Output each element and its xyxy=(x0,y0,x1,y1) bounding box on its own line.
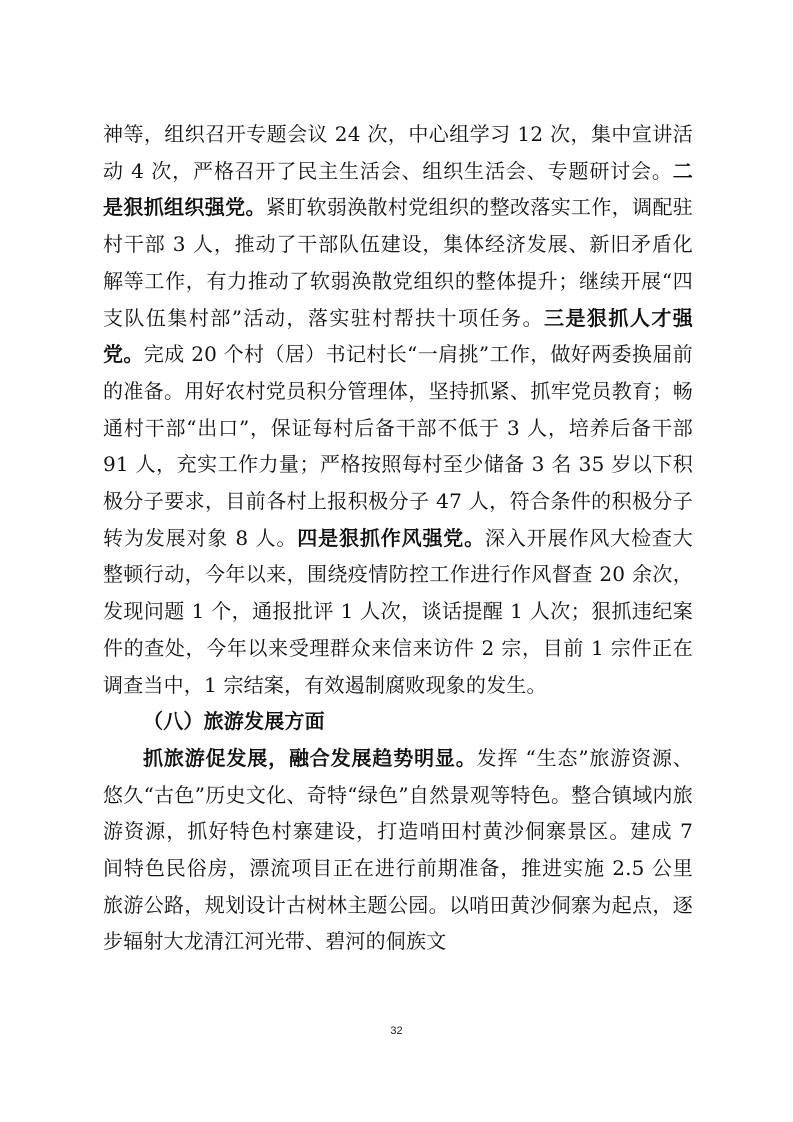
bold-heading-tourism: 抓旅游促发展，融合发展趋势明显。 xyxy=(143,745,477,770)
text-run: 深入开展作风大检查大整顿行动，今年以来，围绕疫情防控工作进行作风督查 20 余次，发现问题 1 个，通报批评 1 人次，谈话提醒 1 人次；狠抓违纪案件的查处，今年以来受理群众来信来访件 2 宗，目前 1 宗件正在调查当中，1 宗结案，有效遏制腐败现象的发生。 xyxy=(103,525,693,697)
text-run: 紧盯软弱涣散村党组织的整改落实工作，调配驻村干部 3 人，推动了干部队伍建设，集体经济发展、新旧矛盾化解等工作，有力推动了软弱涣散党组织的整体提升；继续开展“四支队伍集村部”活动，落实驻村帮扶十项任务。 xyxy=(103,195,693,330)
paragraph-party-building xyxy=(103,116,693,703)
body-text xyxy=(103,116,693,960)
text-run: 完成 20 个村（居）书记村长“一肩挑”工作，做好两委换届前的准备。用好农村党员积分管理体，坚持抓紧、抓牢党员教育；畅通村干部“出口”，保证每村后备干部不低于 3 人，培养后备干部 91 人，充实工作力量；严格按照每村至少储备 3 名 35 岁以下积极分子要求，目前各村上报积极分子 47 人，符合条件的积极分子转为发展对象 8 人。 xyxy=(103,342,693,550)
bold-heading-organization: 二是狠抓组织强党。 xyxy=(103,158,693,220)
bold-heading-talent: 三是狠抓人才强党。 xyxy=(103,305,693,367)
bold-heading-work-style: 四是狠抓作风强党。 xyxy=(297,525,486,550)
section-heading-tourism: （八）旅游发展方面 xyxy=(143,709,325,734)
text-run: 发挥 “生态”旅游资源、悠久“古色”历史文化、奇特“绿色”自然景观等特色。整合镇域内旅游资源，抓好特色村寨建设，打造哨田村黄沙侗寨景区。建成 7 间特色民俗房，漂流项目正在进行前期准备，推进实施 2.5 公里旅游公路，规划设计古树林主题公园。以哨田黄沙侗寨为起点，逐步辐射大龙清江河光带、碧河的侗族文 xyxy=(103,745,693,954)
text-run: 神等，组织召开专题会议 24 次，中心组学习 12 次，集中宣讲活动 4 次，严格召开了民主生活会、组织生活会、专题研讨会。 xyxy=(103,122,693,183)
paragraph-tourism xyxy=(103,740,693,960)
page-number: 32 xyxy=(390,1025,403,1037)
